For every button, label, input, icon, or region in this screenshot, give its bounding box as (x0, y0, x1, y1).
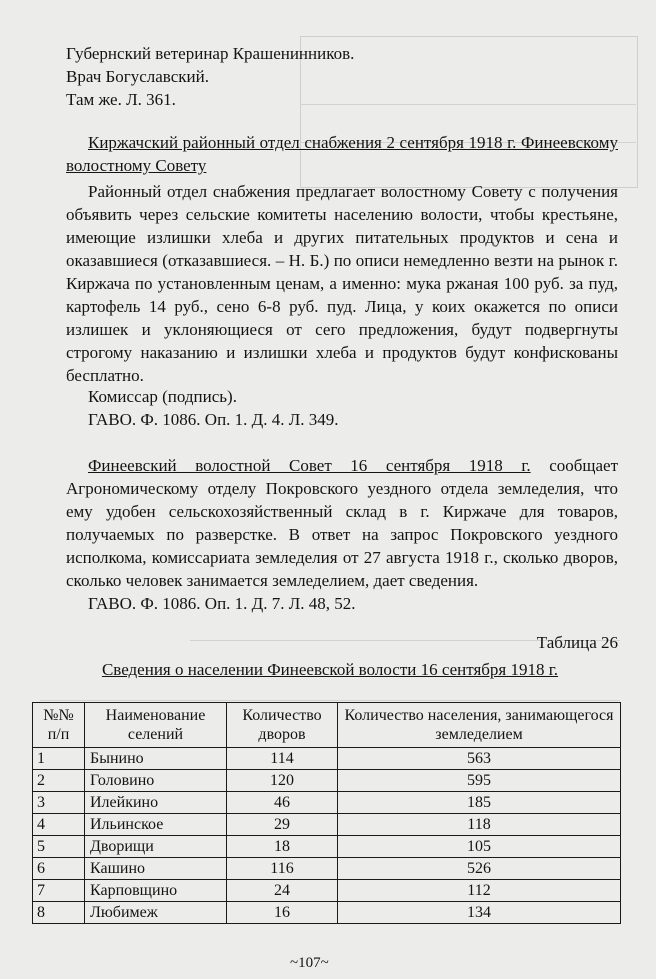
settlement-name: Любимеж (85, 902, 227, 924)
header-cell-population: Количество населения, занимающегося земледелием (338, 703, 621, 748)
header-cell-settlement: Наименование селений (85, 703, 227, 748)
settlement-name: Илейкино (85, 792, 227, 814)
doc2-source: ГАВО. Ф. 1086. Оп. 1. Д. 7. Л. 48, 52. (88, 594, 356, 613)
row-number: 3 (33, 792, 85, 814)
table-row (33, 792, 621, 814)
page-ornament-right: ~ (320, 955, 329, 971)
table-row (33, 880, 621, 902)
settlement-name: Бынино (85, 748, 227, 770)
table-caption: Сведения о населении Финеевской волости 16 сентября 1918 г. (101, 660, 559, 679)
households-count: 29 (227, 814, 338, 836)
settlement-name: Ильинское (85, 814, 227, 836)
population-count: 118 (338, 814, 621, 836)
households-count: 116 (227, 858, 338, 880)
population-table (32, 702, 621, 924)
doc1-body: Районный отдел снабжения предлагает волостному Совету с получения объявить через сельские комитеты населению волости, чтобы крестьяне, имеющие излишки хлеба и других питательных продуктов и сена и оказавшиеся (отказавшиеся. – Н. Б.) по описи немедленно везти на рынок г. Киржача по установленным ценам, а именно: мука ржаная 100 руб. за пуд, картофель 14 руб., сено 6-8 руб. пуд. Лица, у коих окажется по описи излишек и уклоняющиеся от сего предложения, будут подвергнуты строгому наказанию и излишки хлеба и продуктов будут конфискованы бесплатно. (66, 182, 618, 385)
table-row (33, 770, 621, 792)
table-row (33, 836, 621, 858)
table-row (33, 858, 621, 880)
doc2-title: Финеевский волостной Совет 16 сентября 1918 г. (88, 456, 531, 475)
doc1-title: Киржачский районный отдел снабжения 2 сентября 1918 г. Финеевскому волостному Совету (66, 133, 618, 175)
households-count: 24 (227, 880, 338, 902)
page-number: ~107~ (290, 955, 329, 971)
row-number: 5 (33, 836, 85, 858)
table-label: Таблица 26 (536, 633, 618, 652)
doc1-source: ГАВО. Ф. 1086. Оп. 1. Д. 4. Л. 349. (88, 410, 339, 429)
population-count: 595 (338, 770, 621, 792)
population-count: 105 (338, 836, 621, 858)
table-row (33, 748, 621, 770)
row-number: 8 (33, 902, 85, 924)
households-count: 114 (227, 748, 338, 770)
population-count: 134 (338, 902, 621, 924)
page-ornament-left: ~ (290, 955, 299, 971)
settlement-name: Карповщино (85, 880, 227, 902)
header-cell-households: Количество дворов (227, 703, 338, 748)
households-count: 18 (227, 836, 338, 858)
bleed-through-rule (40, 700, 620, 701)
doc1-signature: Комиссар (подпись). (88, 387, 237, 406)
population-count: 185 (338, 792, 621, 814)
households-count: 46 (227, 792, 338, 814)
settlement-name: Дворищи (85, 836, 227, 858)
row-number: 7 (33, 880, 85, 902)
table-row (33, 902, 621, 924)
header-line: Губернский ветеринар Крашенинников. (66, 44, 355, 63)
table-header-row (33, 703, 621, 748)
row-number: 4 (33, 814, 85, 836)
row-number: 2 (33, 770, 85, 792)
doc2-body: сообщает Агрономическому отделу Покровского уездного отдела земледелия, что ему удобен сельскохозяйственный склад в г. Киржаче для товаров, получаемых по разверстке. В ответ на запрос Покровского уездного исполкома, комиссариата земледелия от 27 августа 1918 г., сколько дворов, сколько человек занимается земледелием, дает сведения. (66, 456, 619, 590)
population-count: 563 (338, 748, 621, 770)
header-line: Там же. Л. 361. (66, 90, 176, 109)
header-line: Врач Богуславский. (66, 67, 209, 86)
population-count: 526 (338, 858, 621, 880)
settlement-name: Головино (85, 770, 227, 792)
header-cell-number: №№ п/п (33, 703, 85, 748)
households-count: 16 (227, 902, 338, 924)
row-number: 1 (33, 748, 85, 770)
doc2-paragraph (66, 454, 618, 592)
table-row (33, 814, 621, 836)
households-count: 120 (227, 770, 338, 792)
settlement-name: Кашино (85, 858, 227, 880)
population-count: 112 (338, 880, 621, 902)
row-number: 6 (33, 858, 85, 880)
header-block (66, 42, 618, 111)
